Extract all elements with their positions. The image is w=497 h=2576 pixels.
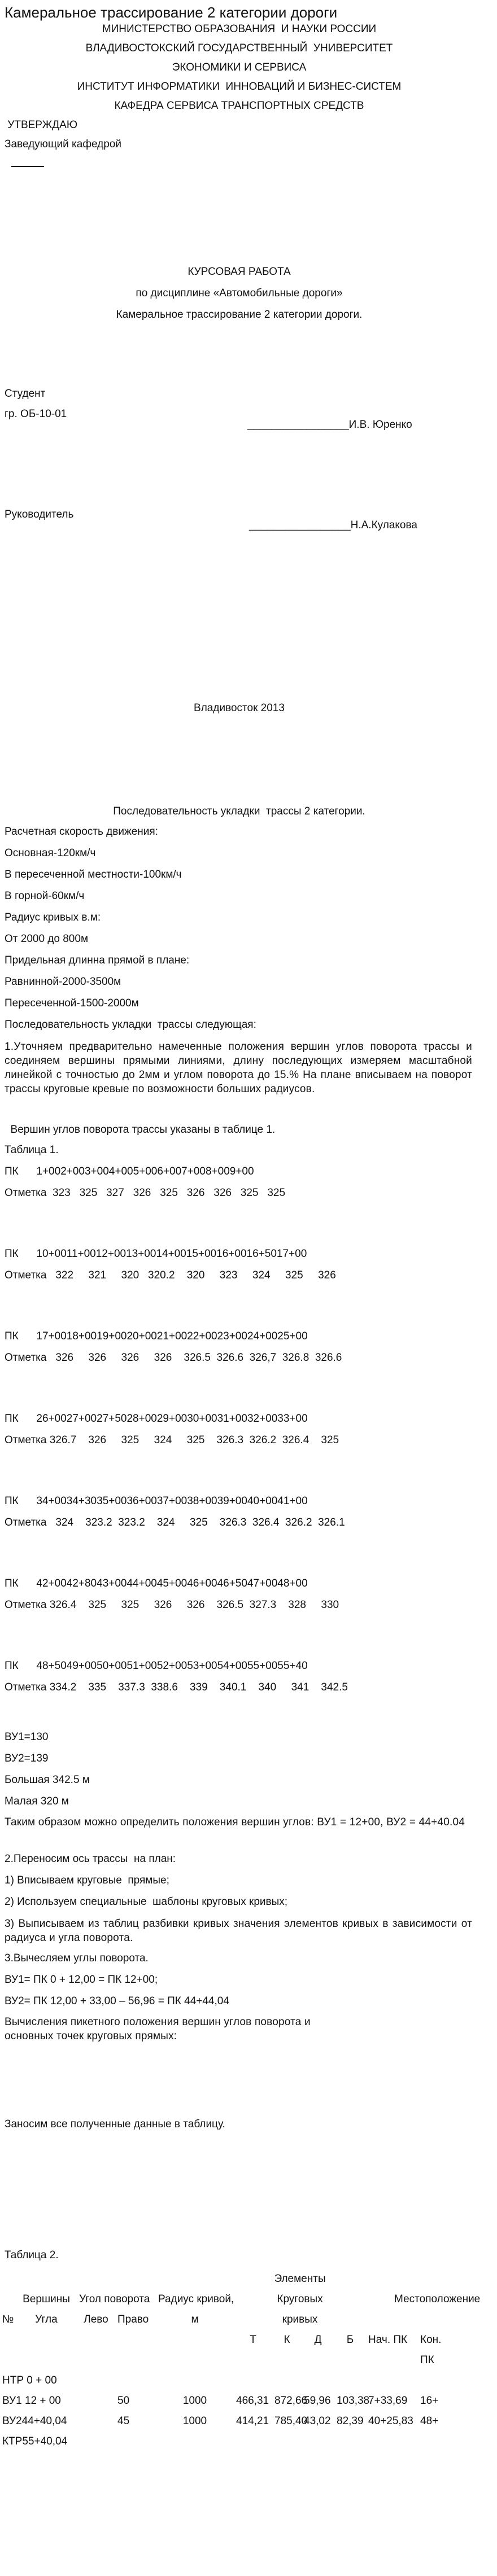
pk-row: ПК 26+0027+0027+5028+0029+0030+0031+0032+0033+00 [5, 1413, 308, 1425]
t-header: Т [250, 2334, 256, 2346]
step-2-heading: 2.Переносим ось трассы на план: [5, 1853, 176, 1865]
small-value: Малая 320 м [5, 1795, 69, 1807]
location-header: Местоположение [394, 2293, 481, 2305]
step-3-vu2: ВУ2= ПК 12,00 + 33,00 – 56,96 = ПК 44+44,04 [5, 1995, 229, 2007]
table2-header-row-1 [0, 2269, 497, 2289]
approve-label: УТВЕРЖДАЮ [5, 119, 78, 131]
right-header: Право [117, 2314, 149, 2325]
work-type: КУРСОВАЯ РАБОТА [188, 266, 291, 278]
vu1-value: ВУ1=130 [5, 1731, 49, 1743]
pk-header: ПК [420, 2354, 434, 2366]
work-discipline: по дисциплине «Автомобильные дороги» [136, 287, 343, 299]
step-3-vu1: ВУ1= ПК 0 + 12,00 = ПК 12+00; [5, 1974, 158, 1986]
marks-row: Отметка 322 321 320 320.2 320 323 324 325 326 [5, 1269, 336, 1281]
step-3-heading: 3.Вычесляем углы поворота. [5, 1952, 149, 1964]
enter-table-text: Заносим все полученные данные в таблицу. [5, 2118, 225, 2130]
pk-row: ПК 17+0018+0019+0020+0021+0022+0023+0024+0025+00 [5, 1330, 308, 1342]
start-pk-header: Нач. ПК [368, 2334, 408, 2346]
table1-title: Таблица 1. [5, 1144, 59, 1156]
table-row: КТР55+40,04 [2, 2435, 68, 2447]
b-header: Б [346, 2334, 354, 2346]
straight-rough: Пересеченной-1500-2000м [5, 997, 139, 1009]
elements-header-3: кривых [282, 2314, 318, 2325]
step-2-item-1: 1) Вписываем круговые прямые; [5, 1874, 169, 1886]
student-group: гр. ОБ-10-01 [5, 408, 67, 420]
speed-rough: В пересеченной местности-100км/ч [5, 869, 182, 880]
k-header: К [284, 2334, 290, 2346]
speed-heading: Расчетная скорость движения: [5, 826, 158, 838]
signature-line [11, 166, 44, 167]
marks-row: Отметка 334.2 335 337.3 338.6 339 340.1 340 341 342.5 [5, 1681, 348, 1693]
marks-row: Отметка 326 326 326 326 326.5 326.6 326,7 326.8 326.6 [5, 1352, 342, 1364]
left-header: Лево [84, 2314, 108, 2325]
straight-heading: Придельная длинна прямой в плане: [5, 954, 190, 966]
section-title: Последовательность укладки трассы 2 категории. [113, 805, 365, 817]
table2-header-row-2 [0, 2289, 497, 2310]
institute-line: ИНСТИТУТ ИНФОРМАТИКИ ИННОВАЦИЙ И БИЗНЕС-СИСТЕМ [77, 81, 402, 93]
sequence-heading: Последовательность укладки трассы следующая: [5, 1019, 256, 1031]
vertex-header: Вершины [23, 2293, 70, 2305]
elements-header-2: Круговых [277, 2293, 323, 2305]
vertex-header-2: Угла [35, 2314, 58, 2325]
city-year: Владивосток 2013 [194, 702, 285, 714]
table-row: ВУ1 12 + 00 50 1000 466,31 872,66 59,96 103,38 7+33,69 16+ [2, 2395, 439, 2407]
pk-row: ПК 34+0034+3035+0036+0037+0038+0039+0040+0041+00 [5, 1495, 308, 1507]
head-of-department: Заведующий кафедрой [5, 138, 121, 150]
table-row: НТР 0 + 00 [2, 2375, 57, 2386]
elements-header: Элементы [274, 2273, 326, 2285]
marks-row: Отметка 324 323.2 323.2 324 325 326.3 326.4 326.2 326.1 [5, 1517, 345, 1528]
university-line-2: ЭКОНОМИКИ И СЕРВИСА [172, 62, 307, 73]
table2-title: Таблица 2. [5, 2249, 59, 2261]
radius-range: От 2000 до 800м [5, 933, 89, 945]
marks-row: Отметка 323 325 327 326 325 326 326 325 325 [5, 1187, 286, 1199]
radius-header-2: м [191, 2314, 199, 2325]
table2 [0, 2269, 481, 2576]
ministry-line: МИНИСТЕРСТВО ОБРАЗОВАНИЯ И НАУКИ РОССИИ [102, 23, 377, 35]
marks-row: Отметка 326.4 325 325 326 326 326.5 327.3 328 330 [5, 1599, 339, 1611]
marks-row: Отметка 326.7 326 325 324 325 326.3 326.2 326.4 325 [5, 1434, 339, 1446]
speed-mountain: В горной-60км/ч [5, 890, 85, 902]
angle-header: Угол поворота [79, 2293, 150, 2305]
d-header: Д [314, 2334, 322, 2346]
radius-heading: Радиус кривых в.м: [5, 912, 101, 923]
supervisor-label: Руководитель [5, 509, 74, 520]
end-pk-header: Кон. [420, 2334, 442, 2346]
department-line: КАФЕДРА СЕРВИСА ТРАНСПОРТНЫХ СРЕДСТВ [114, 100, 364, 112]
student-label: Студент [5, 388, 46, 400]
radius-header: Радиус кривой, [158, 2293, 234, 2305]
step-2-item-2: 2) Используем специальные шаблоны круговых кривых; [5, 1896, 288, 1908]
step-3-calculation: Вычисления пикетного положения вершин углов поворота и основных точек круговых прямых: [5, 2016, 311, 2042]
pk-row: ПК 42+0042+8043+0044+0045+0046+0046+5047+0048+00 [5, 1578, 308, 1589]
pk-row: ПК 48+5049+0050+0051+0052+0053+0054+0055+0055+40 [5, 1660, 308, 1672]
conclusion-text: Таким образом можно определить положения вершин углов: ВУ1 = 12+00, ВУ2 = 44+40.04 [5, 1816, 465, 1828]
work-topic: Камеральное трассирование 2 категории дороги. [116, 309, 363, 321]
document-title: Камеральное трассирование 2 категории дороги [5, 4, 338, 21]
table1-note: Вершин углов поворота трассы указаны в таблице 1. [5, 1124, 276, 1136]
university-line: ВЛАДИВОСТОКСКИЙ ГОСУДАРСТВЕННЫЙ УНИВЕРСИТЕТ [85, 42, 393, 54]
table2-header-row-5 [0, 2350, 497, 2371]
number-header: № [2, 2314, 14, 2325]
supervisor-signature: _________________Н.А.Кулакова [249, 519, 417, 531]
speed-main: Основная-120км/ч [5, 847, 96, 859]
student-signature: _________________И.В. Юренко [247, 419, 412, 431]
pk-row: ПК 10+0011+0012+0013+0014+0015+0016+0016+5017+00 [5, 1248, 307, 1260]
table-row: ВУ244+40,04 45 1000 414,21 785,40 43,02 82,39 40+25,83 48+ [2, 2415, 439, 2427]
pk-row: ПК 1+002+003+004+005+006+007+008+009+00 [5, 1166, 254, 1177]
step-2-item-3: 3) Выписываем из таблиц разбивки кривых значения элементов кривых в зависимости от радиуса и угла поворота. [5, 1918, 472, 1944]
straight-plain: Равнинной-2000-3500м [5, 976, 121, 988]
vu2-value: ВУ2=139 [5, 1753, 49, 1764]
big-value: Большая 342.5 м [5, 1774, 90, 1786]
table2-header-row-3 [0, 2310, 497, 2330]
table2-header-row-4 [0, 2330, 497, 2350]
step-1-text: 1.Уточняем предварительно намеченные положения вершин углов поворота трассы и соединяем вершины прямыми линиями, длину последующих измеряем масштабной линейкой с точностью до 2мм и углом поворота до 15.% На плане вписываем на поворот трассы круговые кревые по возможности больших радиусов. [5, 1041, 472, 1095]
